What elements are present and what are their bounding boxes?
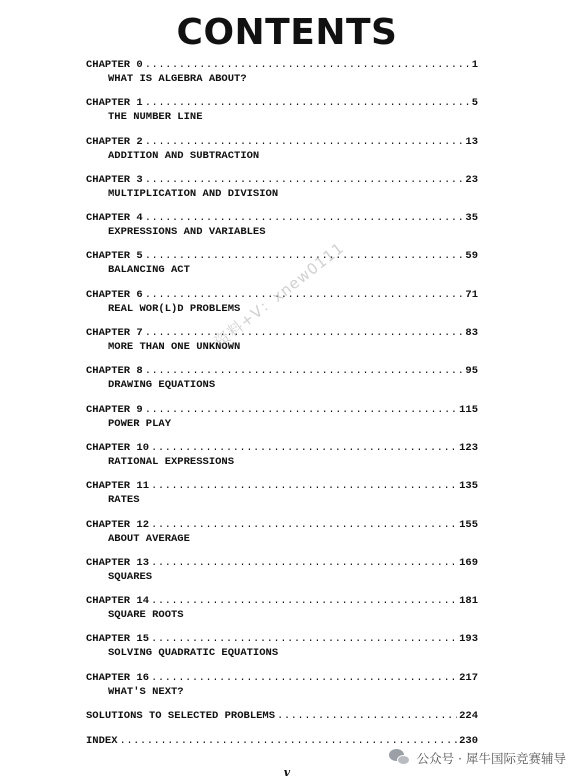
page-ref: 193 xyxy=(459,633,478,646)
chapter-label: CHAPTER 14 xyxy=(86,595,150,608)
dot-leader xyxy=(151,671,457,685)
chapter-subtitle: SQUARES xyxy=(108,570,153,583)
footer-badge xyxy=(389,749,566,767)
page-ref: 35 xyxy=(465,212,478,225)
page-ref: 5 xyxy=(471,97,478,110)
toc-line xyxy=(86,364,478,378)
toc-entry xyxy=(86,556,478,594)
toc-entry xyxy=(86,479,478,517)
toc-line xyxy=(86,556,478,570)
page-ref: 95 xyxy=(465,365,478,378)
chapter-subtitle: RATES xyxy=(108,494,140,507)
toc-line xyxy=(86,211,478,225)
chapter-subtitle: ABOUT AVERAGE xyxy=(108,532,190,545)
chapter-label: CHAPTER 4 xyxy=(86,212,143,225)
page-ref: 135 xyxy=(459,480,478,493)
dot-leader xyxy=(145,326,464,340)
chapter-subtitle: EXPRESSIONS AND VARIABLES xyxy=(108,226,266,239)
page-ref: 1 xyxy=(471,59,478,71)
dot-leader xyxy=(151,556,457,570)
chapter-label: CHAPTER 0 xyxy=(86,59,143,71)
toc-entry xyxy=(86,135,478,173)
toc-entry xyxy=(86,518,478,556)
toc-line xyxy=(86,441,478,455)
toc-line xyxy=(86,518,478,532)
toc-entry xyxy=(86,671,478,709)
toc-entry xyxy=(86,632,478,670)
chapter-subtitle: POWER PLAY xyxy=(108,417,172,430)
wechat-icon xyxy=(389,749,411,767)
dot-leader xyxy=(145,96,470,110)
page-ref: 115 xyxy=(459,403,478,416)
chapter-label: CHAPTER 5 xyxy=(86,250,143,263)
toc-entry xyxy=(86,96,478,134)
chapter-subtitle: RATIONAL EXPRESSIONS xyxy=(108,455,235,468)
chapter-label: CHAPTER 10 xyxy=(86,441,150,454)
dot-leader xyxy=(145,211,464,225)
toc-line xyxy=(86,135,478,149)
chapter-subtitle: SQUARE ROOTS xyxy=(108,609,184,622)
toc-entry xyxy=(86,58,478,96)
toc-entry xyxy=(86,364,478,402)
page-ref: 181 xyxy=(459,595,478,608)
chapter-label: CHAPTER 13 xyxy=(86,556,150,569)
toc-line xyxy=(86,671,478,685)
dot-leader xyxy=(145,364,464,378)
page-ref: 224 xyxy=(459,710,478,723)
toc-line xyxy=(86,594,478,608)
toc-entry xyxy=(86,403,478,441)
chapter-subtitle: REAL WOR(L)D PROBLEMS xyxy=(108,302,241,315)
chapter-subtitle: WHAT'S NEXT? xyxy=(108,685,184,698)
chapter-label: CHAPTER 1 xyxy=(86,97,143,110)
page-number: v xyxy=(283,766,291,779)
chapter-label: CHAPTER 9 xyxy=(86,403,143,416)
toc-line xyxy=(86,249,478,263)
dot-leader xyxy=(277,709,457,723)
extra-label: INDEX xyxy=(86,735,118,748)
toc-entry xyxy=(86,211,478,249)
chapter-label: CHAPTER 7 xyxy=(86,327,143,340)
chapter-label: CHAPTER 2 xyxy=(86,135,143,148)
toc-entry xyxy=(86,441,478,479)
chapter-subtitle: WHAT IS ALGEBRA ABOUT? xyxy=(108,73,247,85)
dot-leader xyxy=(120,734,458,748)
dot-leader xyxy=(145,288,464,302)
footer-text: 公众号 · 犀牛国际竞赛辅导 xyxy=(416,751,566,766)
chapter-label: CHAPTER 12 xyxy=(86,518,150,531)
chapter-subtitle: BALANCING ACT xyxy=(108,264,190,277)
dot-leader xyxy=(145,135,464,149)
dot-leader xyxy=(151,441,457,455)
dot-leader xyxy=(151,479,457,493)
toc-line xyxy=(86,326,478,340)
toc-entry xyxy=(86,594,478,632)
toc-line xyxy=(86,173,478,187)
toc-line xyxy=(86,479,478,493)
toc-line xyxy=(86,632,478,646)
chapter-subtitle: MULTIPLICATION AND DIVISION xyxy=(108,187,279,200)
page-ref: 217 xyxy=(459,671,478,684)
page-ref: 13 xyxy=(465,135,478,148)
chapter-label: CHAPTER 15 xyxy=(86,633,150,646)
page-ref: 59 xyxy=(465,250,478,263)
page-ref: 169 xyxy=(459,556,478,569)
chapter-subtitle: MORE THAN ONE UNKNOWN xyxy=(108,341,241,354)
page-ref: 123 xyxy=(459,441,478,454)
chapter-label: CHAPTER 6 xyxy=(86,288,143,301)
toc-entry xyxy=(86,173,478,211)
chapter-list xyxy=(86,58,478,709)
toc-entry xyxy=(86,326,478,364)
chapter-label: CHAPTER 11 xyxy=(86,480,150,493)
page-title: CONTENTS xyxy=(176,12,398,53)
dot-leader xyxy=(145,173,464,187)
dot-leader xyxy=(151,594,457,608)
page-ref: 23 xyxy=(465,173,478,186)
page-ref: 83 xyxy=(465,327,478,340)
toc-line xyxy=(86,403,478,417)
chapter-subtitle: DRAWING EQUATIONS xyxy=(108,379,216,392)
toc-extra-entry xyxy=(86,709,478,734)
toc-line xyxy=(86,96,478,110)
toc-line xyxy=(86,709,478,723)
toc-line xyxy=(86,58,478,72)
watermark-text: 资料+V：xnew0111 xyxy=(211,238,348,351)
page-ref: 71 xyxy=(465,288,478,301)
chapter-subtitle: SOLVING QUADRATIC EQUATIONS xyxy=(108,647,279,660)
page-ref: 155 xyxy=(459,518,478,531)
chapter-label: CHAPTER 8 xyxy=(86,365,143,378)
chapter-label: CHAPTER 3 xyxy=(86,173,143,186)
dot-leader xyxy=(151,518,457,532)
toc-line xyxy=(86,734,478,748)
dot-leader xyxy=(145,403,457,417)
chapter-subtitle: THE NUMBER LINE xyxy=(108,111,203,124)
chapter-subtitle: ADDITION AND SUBTRACTION xyxy=(108,149,260,162)
table-of-contents xyxy=(86,58,478,759)
page-ref: 230 xyxy=(459,735,478,748)
dot-leader xyxy=(145,58,470,72)
extra-label: SOLUTIONS TO SELECTED PROBLEMS xyxy=(86,710,276,723)
dot-leader xyxy=(151,632,457,646)
chapter-label: CHAPTER 16 xyxy=(86,671,150,684)
